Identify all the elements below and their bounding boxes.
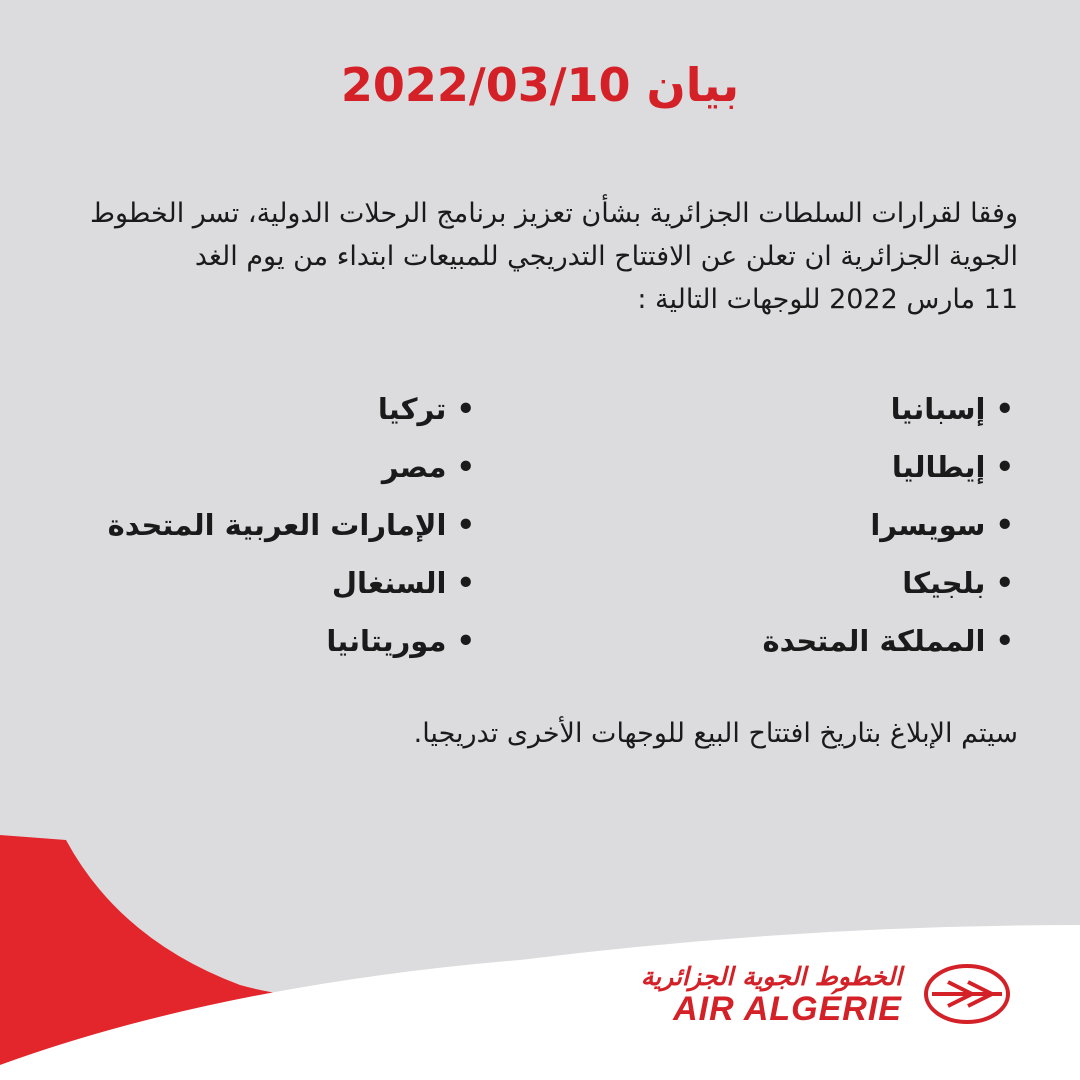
bullet: • [995,392,1014,426]
bullet: • [995,508,1014,542]
intro-line-1: وفقا لقرارات السلطات الجزائرية بشأن تعزيز برنامج الرحلات الدولية، تسر الخطوط [89,198,1018,229]
destination-name: تركيا [377,392,447,426]
destination-name: بلجيكا [902,566,986,600]
bullet: • [995,450,1014,484]
destination-name: مصر [381,450,447,484]
bullet: • [456,624,475,658]
bullet: • [456,508,475,542]
destination-name: الإمارات العربية المتحدة [107,508,447,542]
bullet: • [995,566,1014,600]
destination-name: سويسرا [870,508,986,542]
destination-name: السنغال [331,566,447,600]
bullet: • [456,392,475,426]
bullet: • [995,624,1014,658]
page-title: بيان 2022/03/10 [340,58,740,112]
bullet: • [456,566,475,600]
intro-line-2: الجوية الجزائرية ان تعلن عن الافتتاح التدريجي للمبيعات ابتداء من يوم الغد [194,241,1018,272]
destination-name: إيطاليا [891,450,986,484]
air-algerie-logo-icon [922,962,1012,1026]
intro-line-3: 11 مارس 2022 للوجهات التالية : [637,284,1018,315]
brand-name-latin: AIR ALGÉRIE [673,990,902,1028]
destination-name: إسبانيا [890,392,986,426]
brand-name-arabic: الخطوط الجوية الجزائرية [640,962,902,991]
destination-name: موريتانيا [326,624,447,658]
destination-name: المملكة المتحدة [762,624,986,658]
bullet: • [456,450,475,484]
closing-note: سيتم الإبلاغ بتاريخ افتتاح البيع للوجهات الأخرى تدريجيا. [413,718,1018,749]
